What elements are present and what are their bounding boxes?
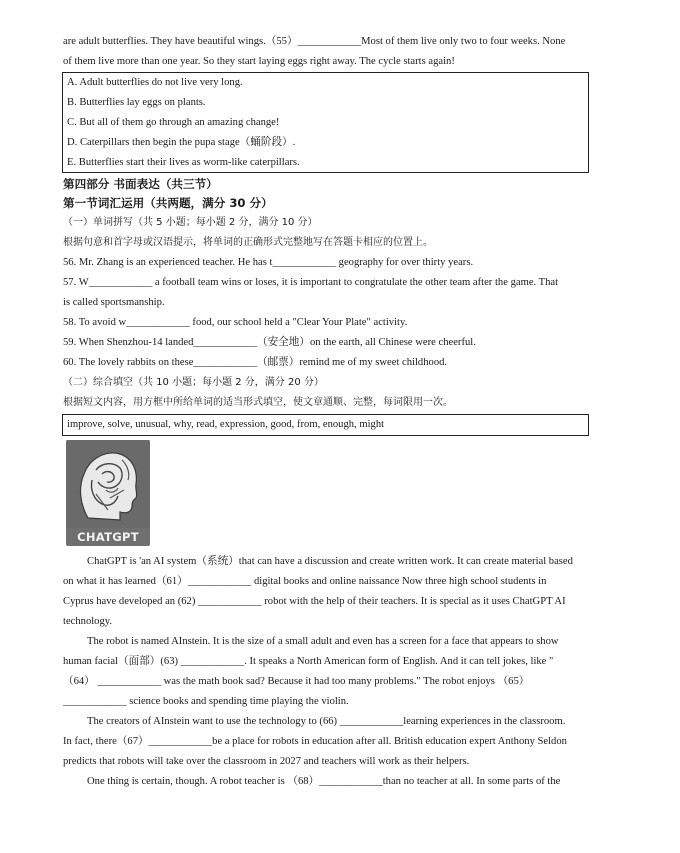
- options-box: [62, 72, 589, 173]
- section1-title: 第一节词汇运用（共两题，满分 30 分）: [63, 196, 273, 210]
- sub1-instruction: 根据句意和首字母或汉语提示，将单词的正确形式完整地写在答题卡相应的位置上。: [63, 237, 433, 248]
- option-c: C. But all of them go through an amazing change!: [67, 117, 280, 128]
- passage-p1-line-3: Cyprus have developed an (62) ____________ robot with the help of their teachers. It is special as it uses ChatGPT AI: [63, 596, 566, 607]
- question-57-line-1: 57. W____________ a football team wins or loses, it is important to congratulate the other team after the game. That: [63, 277, 559, 288]
- option-a: A. Adult butterflies do not live very long.: [67, 77, 243, 88]
- question-57-line-2: is called sportsmanship.: [63, 297, 165, 308]
- logo-text: CHATGPT: [77, 530, 139, 544]
- question-58: 58. To avoid w____________ food, our school held a "Clear Your Plate" activity.: [63, 317, 408, 328]
- passage-end-line-2: of them live more than one year. So they start laying eggs right away. The cycle starts again!: [63, 56, 455, 67]
- sub2-instruction: 根据短文内容，用方框中所给单词的适当形式填空，使文章通顺、完整，每词限用一次。: [63, 397, 453, 408]
- passage-p1-line-1: ChatGPT is 'an AI system（系统）that can have a discussion and create written work. It can create material based: [87, 556, 573, 567]
- word-bank-box: [62, 414, 589, 436]
- passage-p1-line-4: technology.: [63, 616, 113, 627]
- chatgpt-head-icon: [66, 440, 150, 528]
- passage-p2-line-3: （64） ____________ was the math book sad? Because it had too many problems." The robot enjoys （65）: [63, 676, 530, 687]
- chatgpt-logo: [66, 440, 150, 546]
- passage-p4-line-1: One thing is certain, though. A robot teacher is （68）____________than no teacher at all. In some parts of the: [87, 776, 561, 787]
- sub2-title: （二）综合填空（共 10 小题；每小题 2 分，满分 20 分）: [63, 377, 324, 388]
- sub1-title: （一）单词拼写（共 5 小题；每小题 2 分，满分 10 分）: [63, 217, 318, 228]
- passage-p3-line-1: The creators of AInstein want to use the technology to (66) ____________learning experiences in the classroom.: [87, 716, 566, 727]
- passage-p2-line-1: The robot is named AInstein. It is the size of a small adult and even has a screen for a face that appears to show: [87, 636, 559, 647]
- option-d: D. Caterpillars then begin the pupa stage（蛹阶段）.: [67, 137, 296, 148]
- part4-title: 第四部分 书面表达（共三节）: [63, 177, 218, 191]
- passage-p2-line-2: human facial（面部）(63) ____________. It speaks a North American form of English. And it can tell jokes, like ": [63, 656, 554, 667]
- option-b: B. Butterflies lay eggs on plants.: [67, 97, 206, 108]
- passage-p1-line-2: on what it has learned（61）____________ digital books and online naissance Now three high school students in: [63, 576, 547, 587]
- question-59: 59. When Shenzhou-14 landed____________（安全地）on the earth, all Chinese were cheerful.: [63, 337, 476, 348]
- passage-p3-line-2: In fact, there（67）____________be a place for robots in education after all. British education expert Anthony Seldon: [63, 736, 567, 747]
- passage-p3-line-3: predicts that robots will take over the classroom in 2027 and teachers will work as their helpers.: [63, 756, 470, 767]
- question-56: 56. Mr. Zhang is an experienced teacher. He has t____________ geography for over thirty years.: [63, 257, 474, 268]
- option-e: E. Butterflies start their lives as worm-like caterpillars.: [67, 157, 300, 168]
- passage-end-line-1: are adult butterflies. They have beautiful wings.（55）____________Most of them live only two to four weeks. None: [63, 36, 566, 47]
- question-60: 60. The lovely rabbits on these____________（邮票）remind me of my sweet childhood.: [63, 357, 448, 368]
- passage-p2-line-4: ____________ science books and spending time playing the violin.: [63, 696, 349, 707]
- word-bank: improve, solve, unusual, why, read, expression, good, from, enough, might: [67, 419, 385, 430]
